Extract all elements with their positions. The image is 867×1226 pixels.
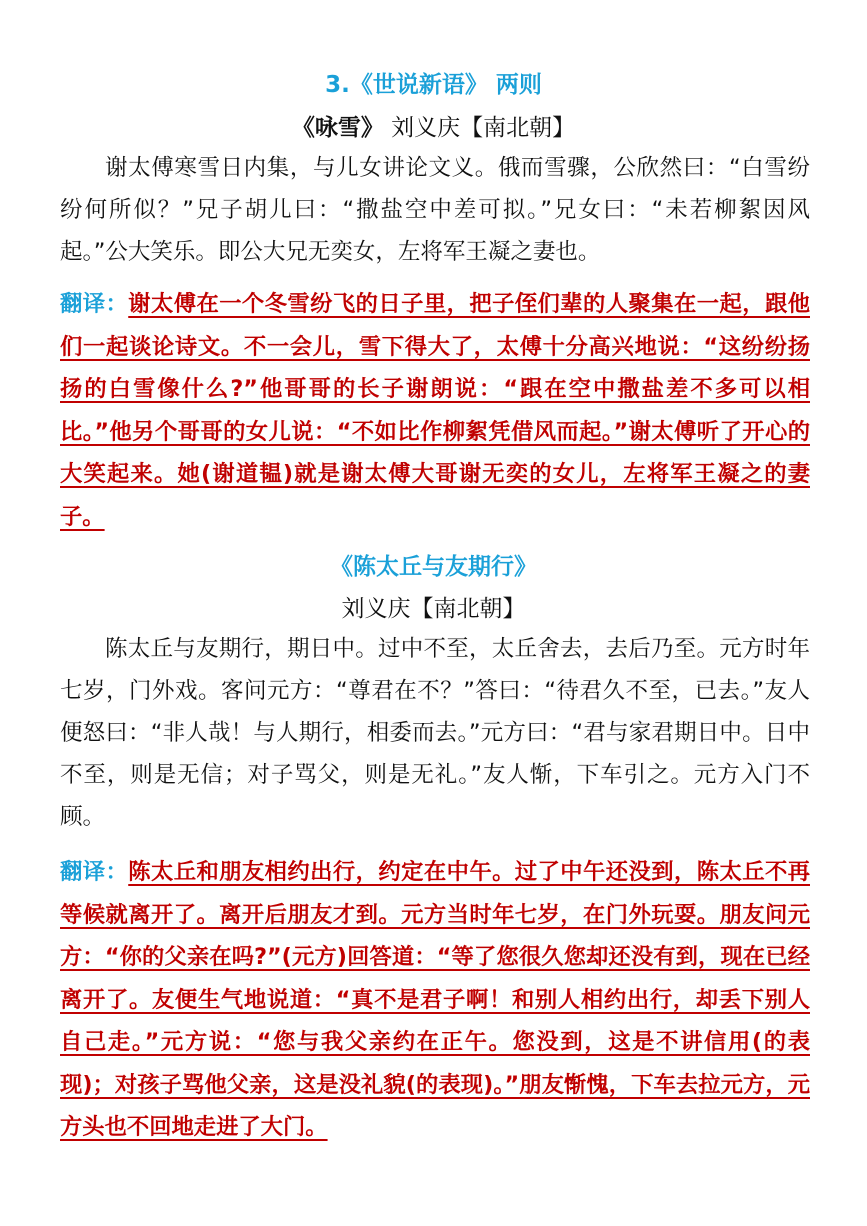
translation-body: 陈太丘和朋友相约出行，约定在中午。过了中午还没到，陈太丘不再等候就离开了。离开后朋友才到。元方当时年七岁，在门外玩耍。朋友问元方：“你的父亲在吗?”(元方)回答道：“等了您很久您却还没有到，现在已经离开了。友便生气地说道：“真不是君子啊！和别人相约出行，却丢下别人自己走。”元方说：“您与我父亲约在正午。您没到，这是不讲信用(的表现)；对孩子骂他父亲，这是没礼貌(的表现)。”朋友惭愧，下车去拉元方，元方头也不回地走进了大门。 bbox=[60, 859, 810, 1140]
original-text-yongxue: 谢太傅寒雪日内集，与儿女讲论文义。俄而雪骤，公欣然曰：“白雪纷纷何所似？”兄子胡儿曰：“撒盐空中差可拟。”兄女曰：“未若柳絮因风起。”公大笑乐。即公大兄无奕女，左将军王凝之妻也。 bbox=[60, 155, 810, 265]
document-title: 3.《世说新语》 两则 bbox=[325, 72, 542, 98]
poem-subtitle bbox=[0, 113, 867, 143]
translation-body: 谢太傅在一个冬雪纷飞的日子里，把子侄们辈的人聚集在一起，跟他们一起谈论诗文。不一会儿，雪下得大了，太傅十分高兴地说：“这纷纷扬扬的白雪像什么?”他哥哥的长子谢朗说：“跟在空中撒盐差不多可以相比。”他另个哥哥的女儿说：“不如比作柳絮凭借风而起。”谢太傅听了开心的大笑起来。她(谢道韫)就是谢太傅大哥谢无奕的女儿，左将军王凝之的妻子。 bbox=[60, 291, 810, 530]
poem-title: 《咏雪》 bbox=[291, 115, 384, 141]
translation-label: 翻译： bbox=[60, 291, 129, 317]
original-text-chentaiqiu: 陈太丘与友期行，期日中。过中不至，太丘舍去，去后乃至。元方时年七岁，门外戏。客问元方：“尊君在不？”答曰：“待君久不至，已去。”友人便怒曰：“非人哉！与人期行，相委而去。”元方曰：“君与家君期日中。日中不至，则是无信；对子骂父，则是无礼。”友人惭，下车引之。元方入门不顾。 bbox=[60, 636, 810, 830]
translation-yongxue bbox=[60, 283, 810, 538]
poem-author: 刘义庆【南北朝】 bbox=[383, 115, 576, 141]
translation-label: 翻译： bbox=[60, 859, 129, 885]
section-title-chentaiqiu: 《陈太丘与友期行》 bbox=[330, 554, 537, 580]
section-author-chentaiqiu: 刘义庆【南北朝】 bbox=[341, 596, 526, 622]
translation-chentaiqiu bbox=[60, 851, 810, 1149]
